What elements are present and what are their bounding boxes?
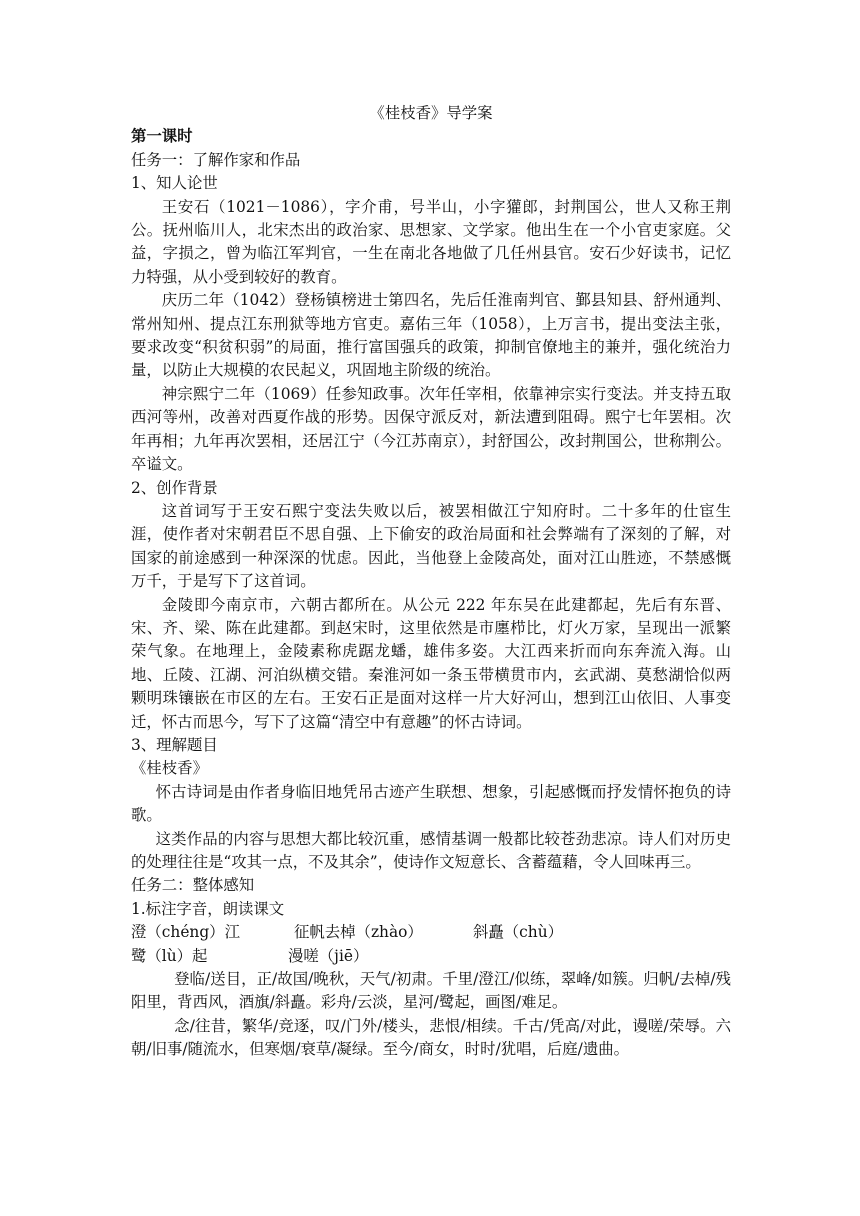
- document-page: [131, 102, 731, 1062]
- poem-title-ref: 《桂枝香》: [131, 759, 208, 778]
- task2-heading: 任务二：整体感知: [131, 876, 255, 895]
- paragraph: 这首词写于王安石熙宁变法失败以后，被罢相做江宁知府时。二十多年的仕宦生涯，使作者对宋朝君臣不思自强、上下偷安的政治局面和社会弊端有了深刻的了解，对国家的前途感到一种深深的忧虑。因此，当他登上金陵高处，面对江山胜迹，不禁感慨万千，于是写下了这首词。: [131, 501, 731, 591]
- poem-stanza: 念/往昔，繁华/竞逐，叹/门外/楼头，悲恨/相续。千古/凭高/对此，谩嗟/荣辱。六朝/旧事/随流水，但寒烟/衰草/凝绿。至今/商女，时时/犹唱，后庭/遗曲。: [131, 1016, 731, 1059]
- task1-heading: 任务一：了解作家和作品: [131, 150, 301, 169]
- paragraph: 王安石（1021－1086），字介甫，号半山，小字獾郎，封荆国公，世人又称王荆公。抚州临川人，北宋杰出的政治家、思想家、文学家。他出生在一个小官吏家庭。父益，字损之，曾为临江军判官，一生在南北各地做了几任州县官。安石少好读书，记忆力特强，从小受到较好的教育。: [131, 197, 731, 286]
- section-heading-2: 2、创作背景: [131, 478, 218, 497]
- paragraph: 金陵即今南京市，六朝古都所在。从公元 222 年东吴在此建都起，先后有东晋、宋、齐、梁、陈在此建都。到赵宋时，这里依然是市廛栉比，灯火万家，呈现出一派繁荣气象。在地理上，金陵素称虎踞龙蟠，雄伟多姿。大江西来折而向东奔流入海。山地、丘陵、江湖、河泊纵横交错。秦淮河如一条玉带横贯市内，玄武湖、莫愁湖恰似两颗明珠镶嵌在市区的左右。王安石正是面对这样一片大好河山，想到江山依旧、人事变迁，怀古而思今，写下了这篇“清空中有意趣”的怀古诗词。: [131, 595, 731, 731]
- lesson-heading: 第一课时: [131, 127, 193, 146]
- paragraph: 神宗熙宁二年（1069）任参知政事。次年任宰相，依靠神宗实行变法。并支持五取西河等州，改善对西夏作战的形势。因保守派反对，新法遭到阻碍。熙宁七年罢相。次年再相；九年再次罢相，还居江宁（今江苏南京），封舒国公，改封荆国公，世称荆公。卒谥文。: [131, 384, 731, 474]
- pinyin-item: 漫嗟（jiē）: [288, 946, 369, 965]
- paragraph: 怀古诗词是由作者身临旧地凭吊古迹产生联想、想象，引起感慨而抒发情怀抱负的诗歌。: [131, 782, 731, 825]
- paragraph: 这类作品的内容与思想大都比较沉重，感情基调一般都比较苍劲悲凉。诗人们对历史的处理往往是“攻其一点，不及其余”，使诗作文短意长、含蓄蕴藉，令人回味再三。: [131, 829, 731, 871]
- section-heading-pinyin: 1.标注字音，朗读课文: [131, 899, 285, 918]
- pinyin-item: 澄（chéng）江: [131, 923, 240, 942]
- poem-stanza: 登临/送目，正/故国/晚秋，天气/初肃。千里/澄江/似练，翠峰/如簇。归帆/去棹/残阳里，背西风，酒旗/斜矗。彩舟/云淡，星河/鹭起，画图/难足。: [131, 970, 731, 1012]
- paragraph: 庆历二年（1042）登杨镇榜进士第四名，先后任淮南判官、鄞县知县、舒州通判、常州知州、提点江东刑狱等地方官吏。嘉佑三年（1058），上万言书，提出变法主张，要求改变“积贫积弱”的局面，推行富国强兵的政策，抑制官僚地主的兼并，强化统治力量，以防止大规模的农民起义，巩固地主阶级的统治。: [131, 291, 731, 380]
- pinyin-item: 斜矗（chù）: [473, 923, 564, 942]
- pinyin-item: 征帆去棹（zhào）: [294, 923, 423, 942]
- page-title: 《桂枝香》导学案: [369, 104, 493, 122]
- section-heading-1: 1、知人论世: [131, 174, 218, 193]
- pinyin-row-2: [131, 945, 731, 968]
- pinyin-item: 鹭（lù）起: [131, 946, 208, 965]
- pinyin-row-1: [131, 921, 731, 944]
- section-heading-3: 3、理解题目: [131, 735, 218, 754]
